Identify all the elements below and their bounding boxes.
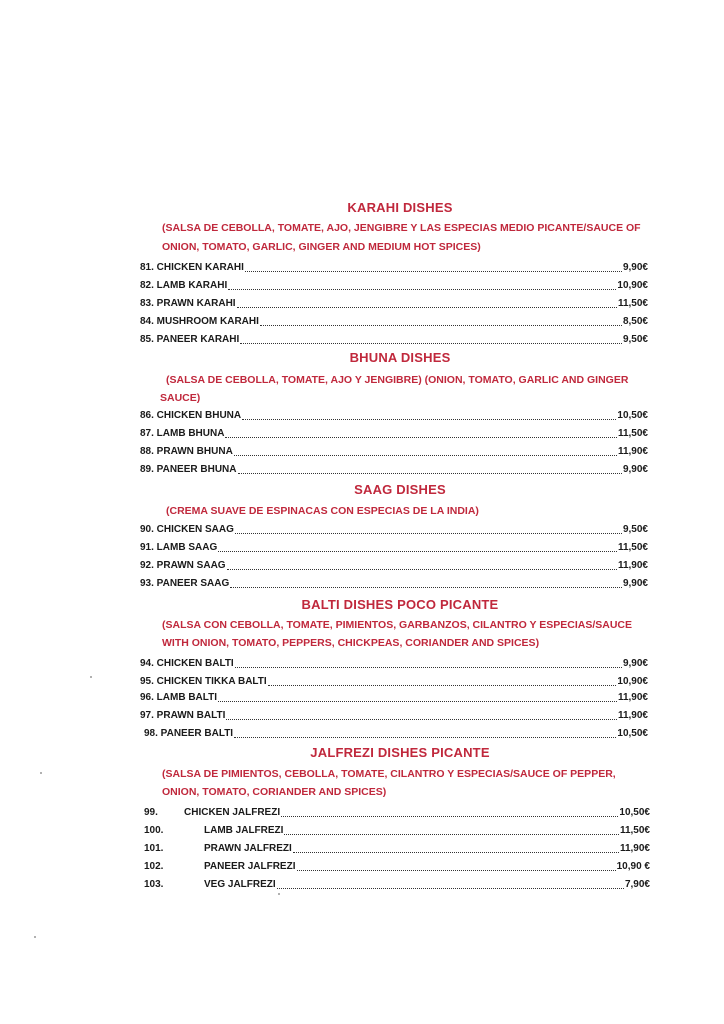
menu-item-86 — [140, 406, 648, 423]
menu-item-92 — [140, 556, 648, 573]
item-price: 10,90€ — [617, 280, 648, 291]
scan-speck — [40, 772, 42, 774]
item-price: 9,50€ — [622, 334, 648, 345]
menu-item-81 — [140, 258, 648, 275]
dot-leader — [297, 869, 616, 871]
balti-desc-line1: (SALSA CON CEBOLLA, TOMATE, PIMIENTOS, GARBANZOS, CILANTRO Y ESPECIAS/SAUCE — [162, 619, 633, 631]
item-price: 9,50€ — [622, 524, 648, 535]
dot-leader — [281, 815, 618, 817]
item-price: 10,90 € — [616, 861, 650, 872]
menu-item-97 — [140, 706, 648, 723]
item-name: LAMB JALFREZI — [204, 825, 284, 836]
item-price: 11,50€ — [617, 428, 648, 439]
menu-item-94 — [140, 654, 648, 671]
menu-item-91 — [140, 538, 648, 555]
item-price: 9,90€ — [622, 262, 648, 273]
dot-leader — [218, 700, 617, 702]
dot-leader — [235, 532, 622, 534]
item-price: 9,90€ — [622, 464, 648, 475]
jalfrezi-title: JALFREZI DISHES PICANTE — [310, 745, 490, 760]
menu-item-95 — [140, 672, 648, 689]
item-price: 11,90€ — [617, 446, 648, 457]
dot-leader — [234, 454, 617, 456]
jalfrezi-desc-line2: ONION, TOMATO, CORIANDER AND SPICES) — [162, 786, 387, 798]
item-price: 10,50€ — [619, 807, 650, 818]
karahi-desc-line1: (SALSA DE CEBOLLA, TOMATE, AJO, JENGIBRE Y LAS ESPECIAS MEDIO PICANTE/SAUCE OF — [162, 222, 641, 234]
item-number: 101. — [144, 843, 164, 854]
bhuna-title: BHUNA DISHES — [349, 350, 451, 365]
item-name: 97. PRAWN BALTI — [140, 710, 226, 721]
dot-leader — [225, 436, 617, 438]
item-name: 84. MUSHROOM KARAHI — [140, 316, 259, 327]
dot-leader — [245, 270, 622, 272]
scan-speck — [90, 676, 92, 678]
saag-title: SAAG DISHES — [354, 482, 446, 497]
dot-leader — [227, 568, 617, 570]
dot-leader — [235, 666, 622, 668]
item-number: 100. — [144, 825, 164, 836]
item-price: 11,90€ — [617, 692, 648, 703]
menu-item-98 — [144, 724, 648, 741]
item-number: 102. — [144, 861, 164, 872]
item-name: PRAWN JALFREZI — [204, 843, 292, 854]
item-price: 7,90€ — [624, 879, 650, 890]
scan-speck — [278, 893, 280, 895]
item-name: 98. PANEER BALTI — [144, 728, 234, 739]
bhuna-desc-line2: SAUCE) — [160, 392, 201, 404]
karahi-desc-line2: ONION, TOMATO, GARLIC, GINGER AND MEDIUM HOT SPICES) — [162, 241, 481, 253]
item-number: 99. — [144, 807, 158, 818]
dot-leader — [260, 324, 622, 326]
menu-item-89 — [140, 460, 648, 477]
item-name: 91. LAMB SAAG — [140, 542, 218, 553]
dot-leader — [293, 851, 619, 853]
item-name: PANEER JALFREZI — [204, 861, 296, 872]
item-name: 93. PANEER SAAG — [140, 578, 230, 589]
bhuna-desc-line1: (SALSA DE CEBOLLA, TOMATE, AJO Y JENGIBRE) (ONION, TOMATO, GARLIC AND GINGER — [166, 374, 629, 386]
item-name: 88. PRAWN BHUNA — [140, 446, 233, 457]
menu-item-93 — [140, 574, 648, 591]
item-price: 9,90€ — [622, 658, 648, 669]
menu-item-99 — [144, 803, 650, 820]
saag-desc-line1: (CREMA SUAVE DE ESPINACAS CON ESPECIAS DE LA INDIA) — [166, 505, 479, 517]
item-name: 85. PANEER KARAHI — [140, 334, 240, 345]
menu-item-83 — [140, 294, 648, 311]
dot-leader — [284, 833, 619, 835]
menu-item-84 — [140, 312, 648, 329]
item-name: 96. LAMB BALTI — [140, 692, 218, 703]
item-price: 8,50€ — [622, 316, 648, 327]
item-name: 81. CHICKEN KARAHI — [140, 262, 244, 273]
balti-desc-line2: WITH ONION, TOMATO, PEPPERS, CHICKPEAS, CORIANDER AND SPICES) — [162, 637, 540, 649]
dot-leader — [226, 718, 617, 720]
item-name: 95. CHICKEN TIKKA BALTI — [140, 676, 267, 687]
item-number: 103. — [144, 879, 164, 890]
item-price: 11,90€ — [619, 843, 650, 854]
item-price: 10,50€ — [617, 410, 648, 421]
item-price: 9,90€ — [622, 578, 648, 589]
item-name: 83. PRAWN KARAHI — [140, 298, 236, 309]
item-name: 94. CHICKEN BALTI — [140, 658, 234, 669]
menu-item-100 — [144, 821, 650, 838]
dot-leader — [277, 887, 624, 889]
menu-item-87 — [140, 424, 648, 441]
item-price: 11,50€ — [617, 298, 648, 309]
item-name: 92. PRAWN SAAG — [140, 560, 226, 571]
dot-leader — [242, 418, 616, 420]
dot-leader — [240, 342, 622, 344]
dot-leader — [230, 586, 622, 588]
dot-leader — [237, 306, 617, 308]
item-name: 90. CHICKEN SAAG — [140, 524, 234, 535]
item-name: 82. LAMB KARAHI — [140, 280, 228, 291]
item-price: 11,90€ — [617, 710, 648, 721]
menu-item-90 — [140, 520, 648, 537]
balti-title: BALTI DISHES POCO PICANTE — [301, 597, 499, 612]
item-price: 10,90€ — [617, 676, 648, 687]
menu-item-103 — [144, 875, 650, 892]
karahi-title: KARAHI DISHES — [347, 200, 453, 215]
menu-item-85 — [140, 330, 648, 347]
dot-leader — [234, 736, 616, 738]
item-price: 11,50€ — [617, 542, 648, 553]
dot-leader — [238, 472, 622, 474]
dot-leader — [268, 684, 617, 686]
item-name: CHICKEN JALFREZI — [184, 807, 281, 818]
menu-item-102 — [144, 857, 650, 874]
menu-item-101 — [144, 839, 650, 856]
jalfrezi-desc-line1: (SALSA DE PIMIENTOS, CEBOLLA, TOMATE, CILANTRO Y ESPECIAS/SAUCE OF PEPPER, — [162, 768, 616, 780]
item-name: VEG JALFREZI — [204, 879, 276, 890]
dot-leader — [228, 288, 616, 290]
item-name: 86. CHICKEN BHUNA — [140, 410, 242, 421]
dot-leader — [218, 550, 617, 552]
item-name: 89. PANEER BHUNA — [140, 464, 237, 475]
menu-item-88 — [140, 442, 648, 459]
item-price: 10,50€ — [617, 728, 648, 739]
menu-item-82 — [140, 276, 648, 293]
menu-item-96 — [140, 688, 648, 705]
item-price: 11,90€ — [617, 560, 648, 571]
item-name: 87. LAMB BHUNA — [140, 428, 225, 439]
item-price: 11,50€ — [619, 825, 650, 836]
scan-speck — [34, 936, 36, 938]
